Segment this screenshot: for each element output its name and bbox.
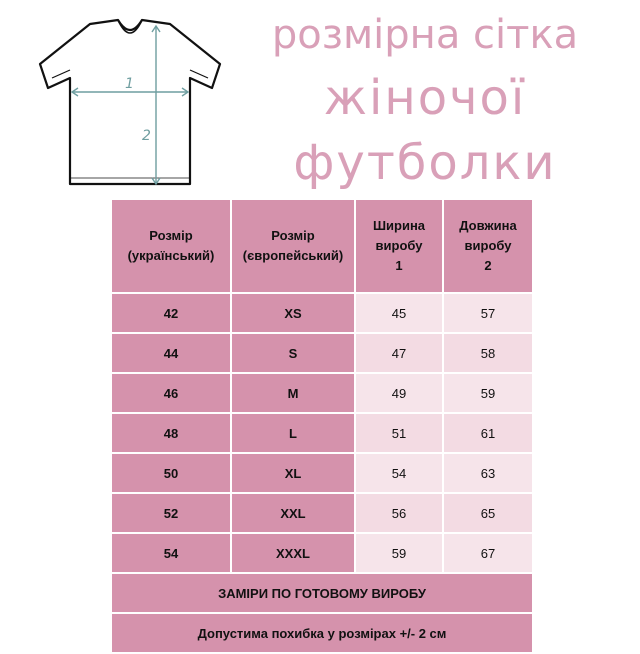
size-table [110,198,534,654]
header-text: Розмір [271,228,315,243]
length-measure-label: 2 [142,128,151,144]
header-text: виробу [375,238,423,253]
tshirt-outline [40,20,220,184]
cell-width: 51 [355,413,443,453]
table-row [111,373,533,413]
cell-eu-size: S [231,333,355,373]
header-text: виробу [464,238,512,253]
cell-length: 63 [443,453,533,493]
title-line-1: розмірна сітка [271,12,579,58]
cell-width: 54 [355,453,443,493]
header-width [355,199,443,293]
cell-eu-size: XS [231,293,355,333]
cell-eu-size: XL [231,453,355,493]
cell-length: 65 [443,493,533,533]
header-length [443,199,533,293]
footer-row [111,573,533,613]
cell-length: 61 [443,413,533,453]
cell-ua-size: 46 [111,373,231,413]
header-text: (європейський) [242,248,344,263]
header-text: Ширина [372,218,426,233]
header-text: Розмір [149,228,193,243]
header-text: 1 [395,258,403,273]
header-text: 2 [484,258,492,273]
header-row [111,199,533,293]
table-row [111,493,533,533]
cell-ua-size: 54 [111,533,231,573]
measurement-note: ЗАМІРИ ПО ГОТОВОМУ ВИРОБУ [111,573,533,613]
table-row [111,293,533,333]
cell-width: 59 [355,533,443,573]
cell-width: 49 [355,373,443,413]
table-row [111,453,533,493]
cell-eu-size: XXL [231,493,355,533]
cell-length: 57 [443,293,533,333]
width-measure-label: 1 [125,76,134,92]
footer-row [111,613,533,653]
header-ua-size [111,199,231,293]
cell-length: 67 [443,533,533,573]
header-eu-size [231,199,355,293]
tshirt-diagram [30,12,230,192]
title-line-2: жіночої [323,70,527,126]
title-line-3: футболки [293,135,557,191]
cell-eu-size: M [231,373,355,413]
table-row [111,533,533,573]
cell-eu-size: XXXL [231,533,355,573]
cell-eu-size: L [231,413,355,453]
table-row [111,413,533,453]
cell-ua-size: 44 [111,333,231,373]
header-text: (український) [127,248,215,263]
cell-ua-size: 52 [111,493,231,533]
cell-ua-size: 48 [111,413,231,453]
cell-width: 47 [355,333,443,373]
cell-ua-size: 42 [111,293,231,333]
cell-width: 56 [355,493,443,533]
cell-length: 59 [443,373,533,413]
cell-length: 58 [443,333,533,373]
cell-width: 45 [355,293,443,333]
cell-ua-size: 50 [111,453,231,493]
table-row [111,333,533,373]
header-text: Довжина [459,218,517,233]
tolerance-note: Допустима похибка у розмірах +/- 2 см [111,613,533,653]
